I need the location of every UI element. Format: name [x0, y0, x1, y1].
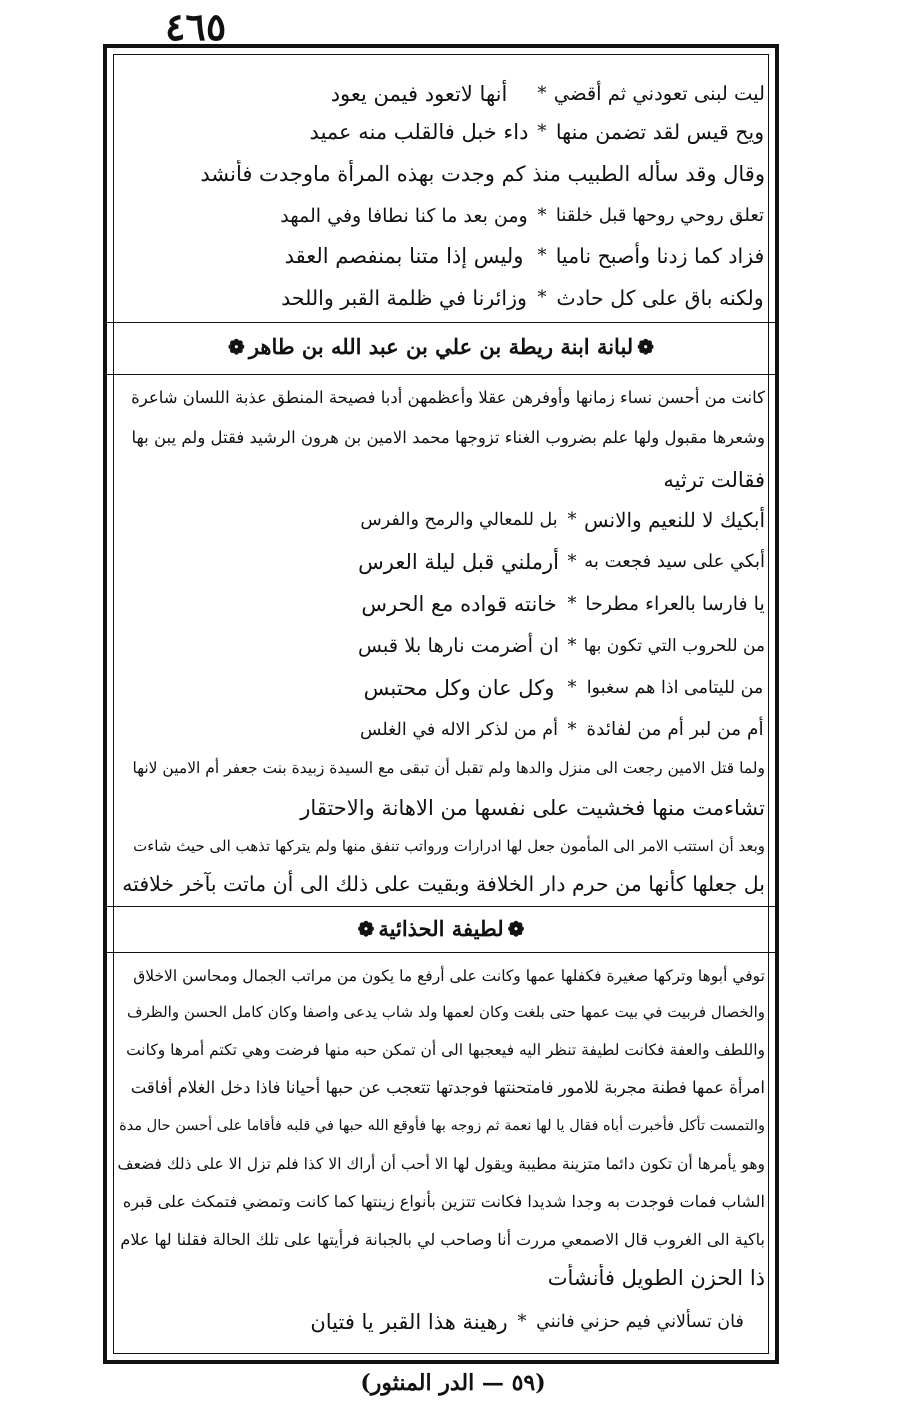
- verse-line: [359, 674, 765, 702]
- verse-hemistich-right: أبكي على سيد فجعت به: [584, 551, 765, 572]
- verse-separator: *: [567, 677, 577, 698]
- section-divider: [107, 952, 775, 953]
- prose-line: توفي أبوها وتركها صغيرة فكفلها عمها وكانت على أرفع ما يكون من مراتب الجمال ومحاسن الاخلاق: [133, 967, 765, 985]
- verse-line: [279, 284, 765, 312]
- page-footer: (٥٩ — الدر المنثور): [360, 1370, 546, 1396]
- prose-line: والخصال فربيت في بيت عمها حتى بلغت وكان لعمها ولد شاب يدعى واصفا وكان كامل الحسن والظرف: [126, 1003, 765, 1021]
- verse-separator: *: [537, 121, 547, 142]
- verse-line: [359, 632, 765, 660]
- verse-line: [279, 242, 765, 270]
- verse-hemistich-left: خانته قواده مع الحرس: [361, 592, 557, 616]
- prose-line: وقال وقد سأله الطبيب منذ كم وجدت بهذه المرأة ماوجدت فأنشد: [200, 162, 765, 186]
- page-number: ٤٦٥: [165, 4, 227, 49]
- ornament-icon: ❁: [507, 917, 525, 941]
- section-heading: [117, 914, 765, 944]
- page-content: [117, 56, 765, 1352]
- verse-line: [309, 118, 765, 146]
- verse-hemistich-left: وليس إذا متنا بمنفصم العقد: [284, 244, 524, 268]
- verse-line: [359, 716, 765, 744]
- verse-hemistich-left: رهينة هذا القبر يا فتيان: [310, 1310, 508, 1334]
- verse-separator: *: [537, 245, 547, 266]
- verse-separator: *: [567, 593, 577, 614]
- verse-hemistich-left: داء خبل فالقلب منه عميد: [309, 120, 529, 144]
- verse-hemistich-right: من للحروب التي تكون بها: [583, 636, 765, 656]
- verse-hemistich-left: أرملني قبل ليلة العرس: [358, 550, 559, 574]
- prose-line: والتمست تأكل فأخبرت أباه فقال يا لها نعمة ثم زوجه بها فأوقع الله حبها في قلبه فأقاما على أحسن حال مدة: [119, 1118, 765, 1134]
- verse-hemistich-right: ليت لبنى تعودني ثم أقضي: [553, 82, 765, 105]
- verse-hemistich-right: ولكنه باق على كل حادث: [556, 286, 764, 310]
- verse-hemistich-left: أم من لذكر الاله في الغلس: [360, 720, 558, 740]
- verse-line: [359, 590, 765, 618]
- ornament-icon: ❁: [357, 917, 375, 941]
- prose-line: وهو يأمرها أن تكون دائما متزينة مطيبة ويقول لها الا أحب أن أراك الا كذا فلم تزل الا على ذلك فضعف: [117, 1155, 765, 1173]
- verse-line: [309, 80, 765, 108]
- verse-hemistich-right: تعلق روحي روحها قبل خلقنا: [555, 205, 765, 226]
- verse-hemistich-left: أنها لاتعود فيمن يعود: [330, 82, 508, 106]
- prose-line: الشاب فمات فوجدت به وجدا شديدا فكانت تتزين بأنواع زينتها كما كانت وتمضي فتمكث على قبره: [122, 1192, 765, 1211]
- verse-hemistich-left: ومن بعد ما كنا نطافا وفي المهد: [280, 205, 528, 227]
- verse-line: [309, 1308, 745, 1336]
- verse-hemistich-right: ويح قيس لقد تضمن منها: [555, 120, 765, 144]
- prose-line: وبعد أن استتب الامر الى المأمون جعل لها ادرارات ورواتب تنفق منها ولم يتركها تذهب الى حيث شاءت: [133, 837, 765, 855]
- verse-separator: *: [567, 635, 577, 656]
- verse-line: [359, 506, 765, 534]
- section-divider: [107, 322, 775, 323]
- verse-separator: *: [537, 205, 547, 226]
- verse-hemistich-left: ان أضرمت نارها بلا قبس: [358, 634, 559, 657]
- verse-line: [359, 548, 765, 576]
- section-divider: [107, 906, 775, 907]
- prose-line: امرأة عمها فطنة مجربة للامور فامتحنتها فوجدتها تتعجب عن حبها أحيانا فاذا دخل الغلام أفاقت: [130, 1078, 765, 1097]
- verse-hemistich-right: فزاد كما زدنا وأصبح ناميا: [555, 244, 765, 268]
- verse-separator: *: [537, 287, 547, 308]
- verse-hemistich-left: وكل عان وكل محتبس: [363, 676, 555, 700]
- ornament-icon: ❁: [228, 335, 245, 359]
- verse-hemistich-right: أم من لبر أم من لفائدة: [586, 719, 764, 740]
- prose-line: ولما قتل الامين رجعت الى منزل والدها ولم تقبل أن تبقى مع السيدة زبيدة بنت جعفر أم الامين لانها: [132, 759, 765, 777]
- ornament-icon: ❁: [637, 335, 654, 359]
- prose-line: تشاءمت منها فخشيت على نفسها من الاهانة والاحتقار: [300, 796, 765, 820]
- verse-separator: *: [517, 1311, 527, 1332]
- verse-hemistich-right: يا فارسا بالعراء مطرحا: [585, 593, 765, 615]
- section-divider: [107, 374, 775, 375]
- verse-hemistich-left: بل للمعالي والرمح والفرس: [360, 510, 558, 530]
- verse-hemistich-left: وزائرنا في ظلمة القبر واللحد: [281, 286, 527, 310]
- verse-separator: *: [567, 509, 577, 530]
- prose-line: واللطف والعفة فكانت لطيفة تنظر اليه فيعجبها الى أن تمكن حبه منها فرضت وهي تكتم أمرها وكانت: [126, 1041, 765, 1059]
- verse-hemistich-right: من لليتامى اذا هم سغبوا: [586, 678, 764, 698]
- page-frame: [103, 44, 779, 1364]
- verse-separator: *: [537, 83, 547, 104]
- verse-separator: *: [567, 551, 577, 572]
- prose-line: كانت من أحسن نساء زمانها وأوفرهن عقلا وأعظمهن أدبا فصيحة المنطق عذبة اللسان شاعرة: [131, 388, 765, 407]
- verse-hemistich-right: أبكيك لا للنعيم والانس: [584, 508, 765, 532]
- prose-line: بل جعلها كأنها من حرم دار الخلافة وبقيت على ذلك الى أن ماتت بآخر خلافته: [122, 872, 765, 896]
- verse-line: [279, 202, 765, 230]
- prose-line: باكية الى الغروب قال الاصمعي مررت أنا وصاحب لي بالجبانة فرأيتها على تلك الحالة فقلنا لها علام: [120, 1230, 765, 1249]
- prose-line: فقالت ترثيه: [663, 468, 765, 492]
- prose-line: ذا الحزن الطويل فأنشأت: [547, 1266, 765, 1290]
- section-heading: [117, 332, 765, 362]
- verse-hemistich-right: فان تسألاني فيم حزني فانني: [536, 1312, 744, 1332]
- verse-separator: *: [567, 719, 577, 740]
- section-heading-text: لطيفة الحذائية: [378, 916, 504, 941]
- section-heading-text: لبانة ابنة ريطة بن علي بن عبد الله بن طاهر: [248, 334, 634, 359]
- prose-line: وشعرها مقبول ولها علم بضروب الغناء تزوجها محمد الامين بن هرون الرشيد فقتل ولم يبن بها: [131, 428, 765, 447]
